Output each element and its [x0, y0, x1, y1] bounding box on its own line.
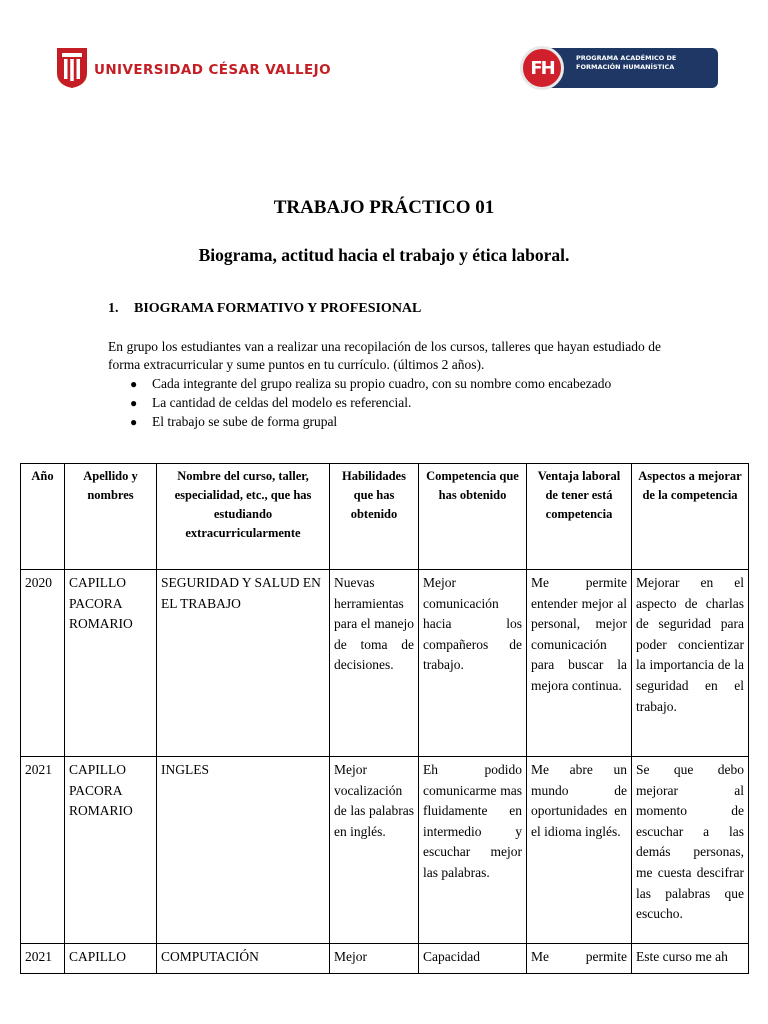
ucv-logo	[56, 47, 331, 89]
page-title: TRABAJO PRÁCTICO 01	[273, 197, 495, 218]
header-advantage: Ventaja laboral de tener está competencia	[527, 464, 632, 570]
list-item	[108, 413, 661, 431]
fh-logo-text: PROGRAMA ACADÉMICO DE FORMACIÓN HUMANÍSTICA	[576, 54, 677, 71]
cell-course: COMPUTACIÓN	[157, 944, 330, 974]
header-skills: Habilidades que has obtenido	[330, 464, 419, 570]
list-item	[108, 375, 661, 393]
header-name: Apellido y nombres	[65, 464, 157, 570]
cell-advantage: Me abre un mundo de oportunidades en el idioma inglés.	[527, 757, 632, 944]
cell-advantage-text: Me permite	[531, 949, 627, 964]
cell-competence: Eh podido comunicarme mas fluidamente en intermedio y escuchar mejor las palabras.	[419, 757, 527, 944]
header-year: Año	[21, 464, 65, 570]
document-header	[0, 0, 768, 110]
header-course: Nombre del curso, taller, especialidad, etc., que has estudiando extracurricularmente	[157, 464, 330, 570]
cell-name: CAPILLO PACORA ROMARIO	[65, 757, 157, 944]
cell-skills: Nuevas herramientas para el manejo de toma de decisiones.	[330, 570, 419, 757]
cell-skills: Mejor vocalización de las palabras en inglés.	[330, 757, 419, 944]
cell-name: CAPILLO	[65, 944, 157, 974]
table-row	[21, 570, 749, 757]
cell-competence: Mejor comunicación hacia los compañeros de trabajo.	[419, 570, 527, 757]
cell-year: 2020	[21, 570, 65, 757]
bullet-icon: ●	[130, 396, 138, 410]
table-header-row	[21, 464, 749, 570]
cell-name: CAPILLO PACORA ROMARIO	[65, 570, 157, 757]
intro-paragraph: En grupo los estudiantes van a realizar una recopilación de los cursos, talleres que hayan estudiado de forma extracurricular y sume puntos en tu currículo. (últimos 2 años).	[108, 339, 661, 372]
instructions-list	[108, 375, 661, 432]
section-number: 1.	[108, 301, 119, 316]
header-improve: Aspectos a mejorar de la competencia	[632, 464, 749, 570]
page-subtitle: Biograma, actitud hacia el trabajo y ética laboral.	[198, 245, 570, 265]
cell-improve: Se que debo mejorar al momento de escuchar a las demás personas, me cuesta descifrar las palabras que escucho.	[632, 757, 749, 944]
cell-competence: Capacidad	[419, 944, 527, 974]
cell-improve: Mejorar en el aspecto de charlas de seguridad para poder concientizar la importancia de la seguridad en el trabajo.	[632, 570, 749, 757]
cell-improve: Este curso me ah	[632, 944, 749, 974]
bullet-text: El trabajo se sube de forma grupal	[152, 414, 338, 429]
cell-course: SEGURIDAD Y SALUD EN EL TRABAJO	[157, 570, 330, 757]
table-row	[21, 757, 749, 944]
cell-year: 2021	[21, 944, 65, 974]
bullet-text: Cada integrante del grupo realiza su propio cuadro, con su nombre como encabezado	[152, 376, 612, 391]
bullet-text: La cantidad de celdas del modelo es referencial.	[152, 395, 412, 410]
cell-advantage	[527, 944, 632, 974]
bullet-icon: ●	[130, 377, 138, 391]
bullet-icon: ●	[130, 415, 138, 429]
table-row	[21, 944, 749, 974]
cell-year: 2021	[21, 757, 65, 944]
ucv-logo-text: UNIVERSIDAD CÉSAR VALLEJO	[94, 62, 331, 78]
cell-skills: Mejor	[330, 944, 419, 974]
header-competence: Competencia que has obtenido	[419, 464, 527, 570]
cell-course: INGLES	[157, 757, 330, 944]
ucv-shield-icon	[56, 47, 88, 89]
fh-logo	[520, 46, 718, 90]
cell-advantage: Me permite entender mejor al personal, mejor comunicación para buscar la mejora continua.	[527, 570, 632, 757]
section-heading	[108, 301, 421, 317]
list-item	[108, 394, 661, 412]
fh-logo-mark: FH	[520, 46, 564, 90]
biogram-table	[20, 463, 749, 974]
section-heading-text: BIOGRAMA FORMATIVO Y PROFESIONAL	[134, 301, 422, 316]
